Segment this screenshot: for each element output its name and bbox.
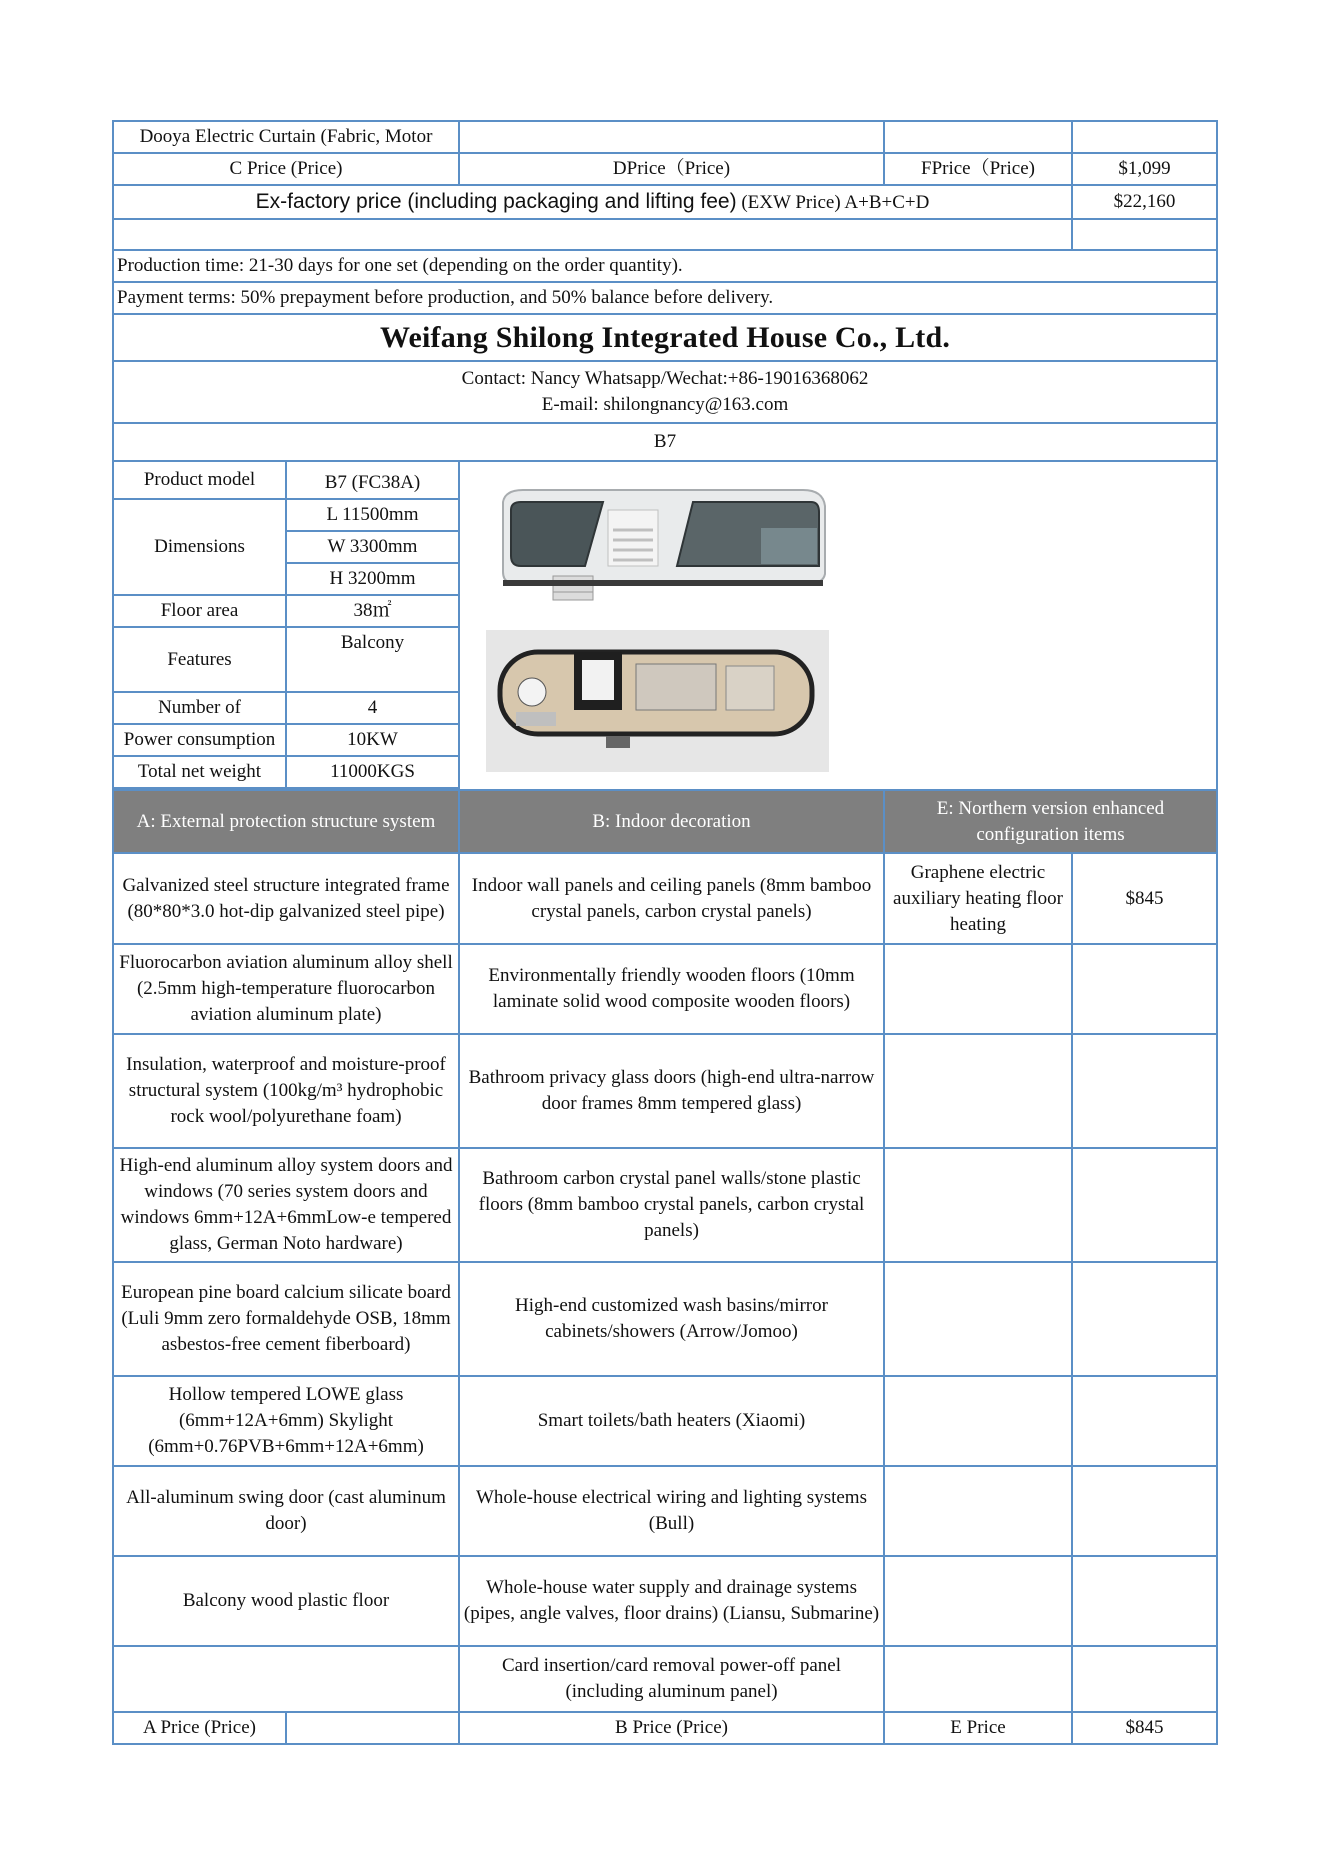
product-images xyxy=(459,461,1217,790)
b-price-label: B Price (Price) xyxy=(459,1712,884,1744)
item-e-text: Graphene electric auxiliary heating floor heating xyxy=(884,853,1072,944)
spec-label-weight: Total net weight xyxy=(113,756,286,788)
item-row xyxy=(113,1376,1217,1466)
item-b-text: Whole-house electrical wiring and lighting systems (Bull) xyxy=(459,1466,884,1556)
spec-value-floor-area: 38㎡ xyxy=(286,595,459,627)
exw-row xyxy=(113,185,1217,219)
item-b-text: Whole-house water supply and drainage systems (pipes, angle valves, floor drains) (Liansu, Submarine) xyxy=(459,1556,884,1646)
item-a-text: European pine board calcium silicate board (Luli 9mm zero formaldehyde OSB, 18mm asbestos-free cement fiberboard) xyxy=(113,1262,459,1376)
spec-value-width: W 3300mm xyxy=(286,531,459,563)
exw-label-main: Ex-factory price (including packaging and lifting fee) xyxy=(255,189,737,213)
item-row xyxy=(113,1556,1217,1646)
item-e-price xyxy=(1072,1556,1217,1646)
curtain-row xyxy=(113,121,1217,153)
spec-label-dimensions: Dimensions xyxy=(113,499,286,595)
item-b-text: Bathroom privacy glass doors (high-end ultra-narrow door frames 8mm tempered glass) xyxy=(459,1034,884,1148)
exw-value: $22,160 xyxy=(1072,185,1217,219)
item-e-price xyxy=(1072,1262,1217,1376)
quotation-sheet xyxy=(112,120,1216,1745)
item-row xyxy=(113,1034,1217,1148)
blank-cell-price xyxy=(1072,219,1217,250)
spec-value-weight: 11000KGS xyxy=(286,756,459,788)
item-e-price xyxy=(1072,1148,1217,1262)
item-e-text xyxy=(884,1148,1072,1262)
c-price-label: C Price (Price) xyxy=(113,153,459,185)
item-a-text: Balcony wood plastic floor xyxy=(113,1556,459,1646)
production-time: Production time: 21-30 days for one set (depending on the order quantity). xyxy=(113,250,1217,282)
item-e-price xyxy=(1072,1376,1217,1466)
item-row xyxy=(113,1466,1217,1556)
spec-label-power: Power consumption xyxy=(113,724,286,756)
item-e-price xyxy=(1072,944,1217,1034)
blank-cell xyxy=(113,219,1072,250)
e-price-value: $845 xyxy=(1072,1712,1217,1744)
item-e-text xyxy=(884,1466,1072,1556)
item-e-price xyxy=(1072,1034,1217,1148)
section-e-header: E: Northern version enhanced configuration items xyxy=(884,790,1217,853)
contact-block xyxy=(113,361,1217,423)
spec-value-model: B7 (FC38A) xyxy=(286,461,459,499)
d-price-label: DPrice（Price) xyxy=(459,153,884,185)
f-price-value: $1,099 xyxy=(1072,153,1217,185)
item-b-text: High-end customized wash basins/mirror cabinets/showers (Arrow/Jomoo) xyxy=(459,1262,884,1376)
item-b-text: Bathroom carbon crystal panel walls/stone plastic floors (8mm bamboo crystal panels, carbon crystal panels) xyxy=(459,1148,884,1262)
curtain-empty-price xyxy=(1072,121,1217,153)
house-side-view-image xyxy=(493,480,833,602)
price-label-row xyxy=(113,153,1217,185)
item-e-price: $845 xyxy=(1072,853,1217,944)
item-b-text: Card insertion/card removal power-off panel (including aluminum panel) xyxy=(459,1646,884,1712)
item-row xyxy=(113,1646,1217,1712)
exw-label xyxy=(113,185,1072,219)
e-price-label: E Price xyxy=(884,1712,1072,1744)
spec-value-power: 10KW xyxy=(286,724,459,756)
email-line: E-mail: shilongnancy@163.com xyxy=(541,394,789,415)
item-row xyxy=(113,853,1217,944)
spec-value-height: H 3200mm xyxy=(286,563,459,595)
item-a-text: Insulation, waterproof and moisture-proof structural system (100kg/m³ hydrophobic rock wool/polyurethane foam) xyxy=(113,1034,459,1148)
contact-line: Contact: Nancy Whatsapp/Wechat:+86-19016368062 xyxy=(461,368,869,389)
curtain-empty-f xyxy=(884,121,1072,153)
item-e-text xyxy=(884,1262,1072,1376)
item-row xyxy=(113,944,1217,1034)
item-e-price xyxy=(1072,1646,1217,1712)
section-b-header: B: Indoor decoration xyxy=(459,790,884,853)
curtain-label: Dooya Electric Curtain (Fabric, Motor xyxy=(113,121,459,153)
item-e-text xyxy=(884,1556,1072,1646)
item-a-text: All-aluminum swing door (cast aluminum door) xyxy=(113,1466,459,1556)
item-row xyxy=(113,1262,1217,1376)
payment-terms-row xyxy=(113,282,1217,314)
model-title: B7 xyxy=(113,423,1217,461)
spec-value-features: Balcony xyxy=(286,627,459,692)
blank-row xyxy=(113,219,1217,250)
a-price-value xyxy=(286,1712,459,1744)
model-title-row xyxy=(113,423,1217,461)
quotation-table xyxy=(112,120,1218,1745)
item-a-text: Hollow tempered LOWE glass (6mm+12A+6mm) Skylight (6mm+0.76PVB+6mm+12A+6mm) xyxy=(113,1376,459,1466)
item-a-text: High-end aluminum alloy system doors and windows (70 series system doors and windows 6mm+12A+6mmLow-e tempered glass, German Noto hardware) xyxy=(113,1148,459,1262)
curtain-empty-d xyxy=(459,121,884,153)
item-b-text: Environmentally friendly wooden floors (10mm laminate solid wood composite wooden floors) xyxy=(459,944,884,1034)
item-e-text xyxy=(884,1376,1072,1466)
exw-formula: A+B+C+D xyxy=(844,191,930,213)
item-a-text: Galvanized steel structure integrated frame (80*80*3.0 hot-dip galvanized steel pipe) xyxy=(113,853,459,944)
spec-value-number: 4 xyxy=(286,692,459,724)
company-name: Weifang Shilong Integrated House Co., Ltd. xyxy=(113,314,1217,361)
spec-label-model: Product model xyxy=(113,461,286,499)
item-b-text: Indoor wall panels and ceiling panels (8mm bamboo crystal panels, carbon crystal panels) xyxy=(459,853,884,944)
production-time-row xyxy=(113,250,1217,282)
section-header-row xyxy=(113,790,1217,853)
company-row xyxy=(113,314,1217,361)
spec-label-floor-area: Floor area xyxy=(113,595,286,627)
spec-label-number: Number of xyxy=(113,692,286,724)
item-row xyxy=(113,1148,1217,1262)
spec-value-length: L 11500mm xyxy=(286,499,459,531)
item-e-text xyxy=(884,1646,1072,1712)
exw-label-code: (EXW Price) xyxy=(741,191,841,213)
item-e-text xyxy=(884,1034,1072,1148)
spec-row-model xyxy=(113,461,1217,499)
item-e-price xyxy=(1072,1466,1217,1556)
item-b-text: Smart toilets/bath heaters (Xiaomi) xyxy=(459,1376,884,1466)
section-a-header: A: External protection structure system xyxy=(113,790,459,853)
a-price-label: A Price (Price) xyxy=(113,1712,286,1744)
footer-price-row xyxy=(113,1712,1217,1744)
f-price-label: FPrice（Price) xyxy=(884,153,1072,185)
contact-row xyxy=(113,361,1217,423)
item-a-text: Fluorocarbon aviation aluminum alloy shell (2.5mm high-temperature fluorocarbon aviation aluminum plate) xyxy=(113,944,459,1034)
house-floor-plan-image xyxy=(486,630,829,772)
spec-label-features: Features xyxy=(113,627,286,692)
item-a-text xyxy=(113,1646,459,1712)
item-e-text xyxy=(884,944,1072,1034)
payment-terms: Payment terms: 50% prepayment before production, and 50% balance before delivery. xyxy=(113,282,1217,314)
